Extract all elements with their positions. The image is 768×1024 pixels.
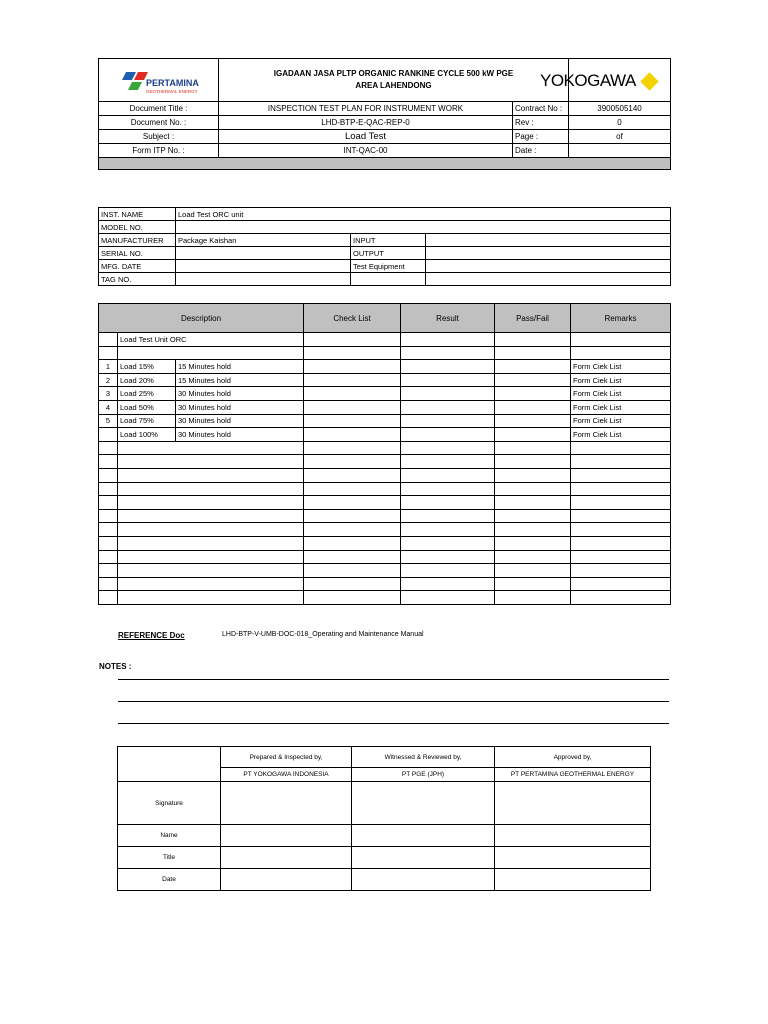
- row-remarks: Form Ciek List: [571, 400, 671, 414]
- signature-cell: [495, 782, 651, 825]
- row-load: Load 75%: [118, 414, 176, 428]
- row-pass: [495, 428, 571, 442]
- row-pass: [495, 373, 571, 387]
- row-number: 4: [99, 400, 118, 414]
- document-main-title: [219, 59, 569, 102]
- date-label: Date :: [513, 144, 569, 158]
- row-hold: 15 Minutes hold: [176, 360, 304, 374]
- row-number: [99, 428, 118, 442]
- table-row: [99, 523, 671, 537]
- reference-label: REFERENCE Doc: [118, 631, 185, 640]
- row-number: 3: [99, 387, 118, 401]
- serial-no-label: SERIAL NO.: [99, 247, 176, 260]
- table-row: [99, 482, 671, 496]
- notes-line-2: [118, 701, 669, 702]
- inspection-table: [98, 303, 671, 605]
- reference-value: LHD-BTP-V-UMB-DOC-018_Operating and Maintenance Manual: [222, 631, 424, 638]
- sig-corner: [118, 747, 221, 782]
- manufacturer-label: MANUFACTURER: [99, 234, 176, 247]
- date-value: [569, 144, 671, 158]
- table-row: [99, 550, 671, 564]
- prepared-by: Prepared & Inspected by,: [221, 747, 352, 768]
- output-label: OUTPUT: [351, 247, 426, 260]
- signature-cell: [221, 782, 352, 825]
- witnessed-by: Witnessed & Reviewed by,: [352, 747, 495, 768]
- col-check-list: Check List: [304, 304, 401, 333]
- row-remarks: Form Ciek List: [571, 387, 671, 401]
- table-row: [99, 441, 671, 455]
- table-row: [99, 455, 671, 469]
- mfg-date-value: [176, 260, 351, 273]
- model-no-label: MODEL NO.: [99, 221, 176, 234]
- company-pertamina: PT PERTAMINA GEOTHERMAL ENERGY: [495, 768, 651, 782]
- row-hold: 15 Minutes hold: [176, 373, 304, 387]
- table-row: [99, 564, 671, 578]
- col-remarks: Remarks: [571, 304, 671, 333]
- row-hold: 30 Minutes hold: [176, 414, 304, 428]
- form-itp-value: INT-QAC-00: [219, 144, 513, 158]
- doc-no-value: LHD-BTP-E-QAC-REP-0: [219, 116, 513, 130]
- table-row: [99, 387, 671, 401]
- inst-name-value: Load Test ORC unit: [176, 208, 671, 221]
- notes-line-1: [118, 679, 669, 680]
- row-load: Load 100%: [118, 428, 176, 442]
- signature-row-label: Signature: [118, 782, 221, 825]
- yokogawa-star-icon: [640, 72, 658, 90]
- title-line-2: AREA LAHENDONG: [355, 81, 432, 90]
- row-load: Load 50%: [118, 400, 176, 414]
- row-hold: 30 Minutes hold: [176, 400, 304, 414]
- row-result: [401, 387, 495, 401]
- col-pass-fail: Pass/Fail: [495, 304, 571, 333]
- group-title: Load Test Unit ORC: [118, 333, 304, 347]
- row-check: [304, 414, 401, 428]
- doc-title-value: INSPECTION TEST PLAN FOR INSTRUMENT WORK: [219, 102, 513, 116]
- doc-title-label: Document Title :: [99, 102, 219, 116]
- row-result: [401, 414, 495, 428]
- notes-label: NOTES :: [99, 662, 132, 671]
- model-no-value: [176, 221, 671, 234]
- table-row: [99, 373, 671, 387]
- test-equipment-value: [426, 260, 671, 273]
- doc-no-label: Document No. :: [99, 116, 219, 130]
- row-result: [401, 400, 495, 414]
- inst-name-label: INST. NAME: [99, 208, 176, 221]
- tag-no-label: TAG NO.: [99, 273, 176, 286]
- test-equipment-label: Test Equipment: [351, 260, 426, 273]
- row-load: Load 20%: [118, 373, 176, 387]
- row-number: 5: [99, 414, 118, 428]
- row-check: [304, 400, 401, 414]
- row-result: [401, 373, 495, 387]
- manufacturer-value: Package Kaishan: [176, 234, 351, 247]
- mfg-date-label: MFG. DATE: [99, 260, 176, 273]
- row-remarks: Form Ciek List: [571, 428, 671, 442]
- contract-value: 3900505140: [569, 102, 671, 116]
- table-row: [99, 591, 671, 605]
- signature-table: [117, 746, 651, 891]
- table-row: [99, 346, 671, 360]
- subject-value: Load Test: [219, 130, 513, 144]
- company-pge: PT PGE (JPH): [352, 768, 495, 782]
- table-row: [99, 509, 671, 523]
- page-value: of: [569, 130, 671, 144]
- row-remarks: Form Ciek List: [571, 373, 671, 387]
- table-row: [99, 496, 671, 510]
- table-row: [99, 428, 671, 442]
- contract-label: Contract No :: [513, 102, 569, 116]
- row-check: [304, 428, 401, 442]
- table-row: [99, 400, 671, 414]
- header-gray-bar: [99, 158, 671, 170]
- row-hold: 30 Minutes hold: [176, 387, 304, 401]
- yokogawa-logo-text: YOKOGAWA: [540, 71, 636, 90]
- table-row: [99, 577, 671, 591]
- date-row-label: Date: [118, 869, 221, 891]
- subject-label: Subject :: [99, 130, 219, 144]
- col-result: Result: [401, 304, 495, 333]
- row-check: [304, 373, 401, 387]
- tag-no-blank: [351, 273, 426, 286]
- form-itp-label: Form ITP No. :: [99, 144, 219, 158]
- row-remarks: Form Ciek List: [571, 360, 671, 374]
- col-description: Description: [99, 304, 304, 333]
- output-value: [426, 247, 671, 260]
- pertamina-logo-subtext: GEOTHERMAL ENERGY: [146, 89, 198, 94]
- serial-no-value: [176, 247, 351, 260]
- tag-no-value: [176, 273, 351, 286]
- row-pass: [495, 400, 571, 414]
- table-row: [99, 360, 671, 374]
- name-row-label: Name: [118, 825, 221, 847]
- instrument-info-table: [98, 207, 671, 286]
- yokogawa-logo: [540, 71, 656, 91]
- row-load: Load 25%: [118, 387, 176, 401]
- notes-line-3: [118, 723, 669, 724]
- row-number: 1: [99, 360, 118, 374]
- rev-value: 0: [569, 116, 671, 130]
- row-check: [304, 387, 401, 401]
- input-value: [426, 234, 671, 247]
- pertamina-logo-text: PERTAMINA: [146, 78, 199, 88]
- title-line-1: IGADAAN JASA PLTP ORGANIC RANKINE CYCLE 500 kW PGE: [273, 69, 514, 78]
- rev-label: Rev :: [513, 116, 569, 130]
- signature-cell: [352, 782, 495, 825]
- row-pass: [495, 414, 571, 428]
- row-pass: [495, 360, 571, 374]
- input-label: INPUT: [351, 234, 426, 247]
- row-load: Load 15%: [118, 360, 176, 374]
- row-result: [401, 360, 495, 374]
- approved-by: Approved by,: [495, 747, 651, 768]
- title-row-label: Title: [118, 847, 221, 869]
- row-hold: 30 Minutes hold: [176, 428, 304, 442]
- company-yokogawa: PT YOKOGAWA INDONESIA: [221, 768, 352, 782]
- table-row: [99, 414, 671, 428]
- table-row: [99, 333, 671, 347]
- row-check: [304, 360, 401, 374]
- table-row: [99, 536, 671, 550]
- row-result: [401, 428, 495, 442]
- tag-no-blank-2: [426, 273, 671, 286]
- row-number: 2: [99, 373, 118, 387]
- row-remarks: Form Ciek List: [571, 414, 671, 428]
- row-pass: [495, 387, 571, 401]
- table-row: [99, 468, 671, 482]
- page-label: Page :: [513, 130, 569, 144]
